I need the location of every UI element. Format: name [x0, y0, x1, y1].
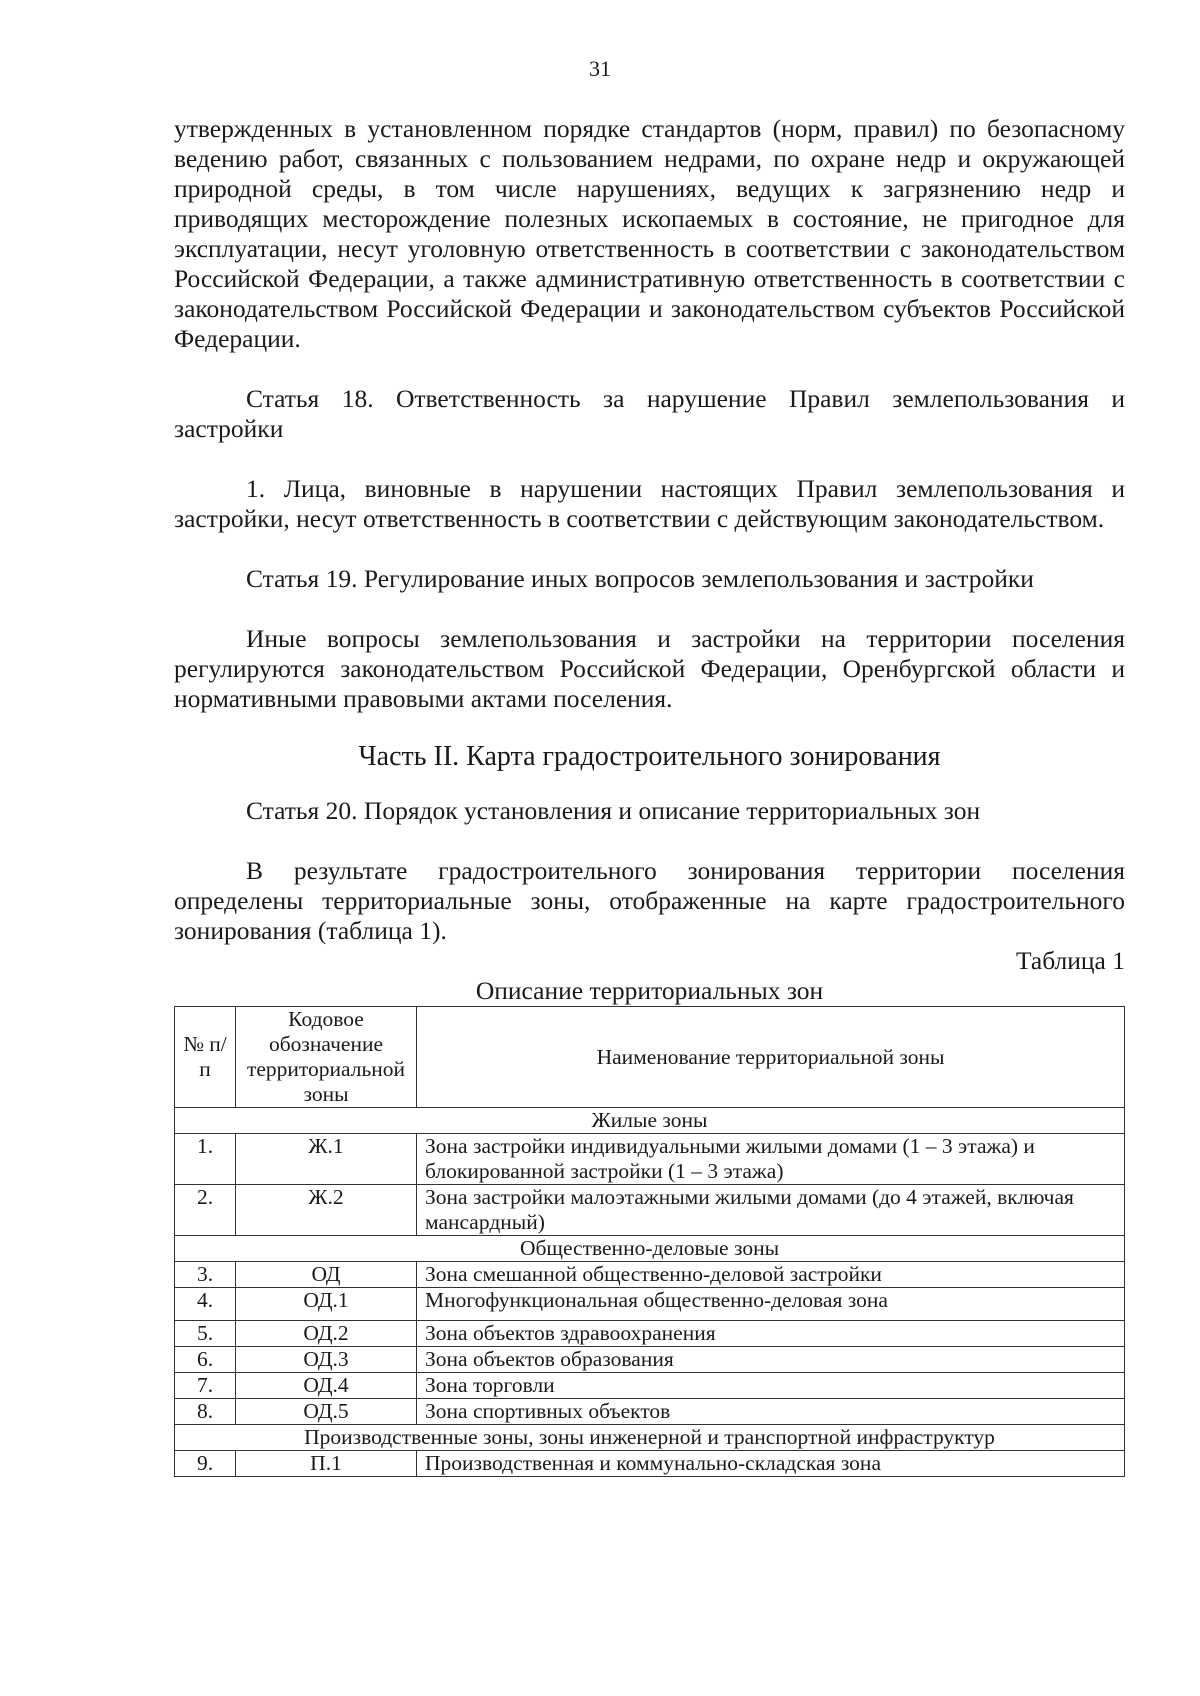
row-name: Зона застройки индивидуальными жилыми домами (1 – 3 этажа) и блокированной застройки (1 – 3 этажа): [417, 1134, 1125, 1185]
article-20-title: Статья 20. Порядок установления и описание территориальных зон: [246, 796, 981, 825]
row-num: 7.: [175, 1373, 236, 1399]
row-code: ОД.4: [236, 1373, 417, 1399]
row-code: ОД.2: [236, 1321, 417, 1347]
article-19-text: Иные вопросы землепользования и застройки на территории поселения регулируются законодательством Российской Федерации, Оренбургской области и нормативными правовыми актами поселения.: [174, 624, 1125, 713]
document-body: [174, 114, 1125, 1477]
table-label: Таблица 1: [1015, 946, 1125, 975]
header-code: Кодовое обозначение территориальной зоны: [236, 1007, 417, 1108]
row-name: Производственная и коммунально-складская зона: [417, 1451, 1125, 1477]
row-num: 9.: [175, 1451, 236, 1477]
row-name: Зона объектов здравоохранения: [417, 1321, 1125, 1347]
row-name: Зона объектов образования: [417, 1347, 1125, 1373]
table-row: [175, 1399, 1125, 1425]
article-20-text: В результате градостроительного зонирования территории поселения определены территориальные зоны, отображенные на карте градостроительного зонирования (таблица 1).: [174, 856, 1125, 945]
table-header-row: [175, 1007, 1125, 1108]
group-row: [175, 1425, 1125, 1451]
row-num: 1.: [175, 1134, 236, 1185]
row-code: П.1: [236, 1451, 417, 1477]
table-row: [175, 1288, 1125, 1321]
zones-table: [174, 1006, 1125, 1477]
article-18-title: Статья 18. Ответственность за нарушение Правил землепользования и застройки: [174, 384, 1125, 443]
row-num: 5.: [175, 1321, 236, 1347]
table-row: [175, 1262, 1125, 1288]
table-row: [175, 1321, 1125, 1347]
table-row: [175, 1451, 1125, 1477]
row-num: 3.: [175, 1262, 236, 1288]
article-19-title: Статья 19. Регулирование иных вопросов землепользования и застройки: [246, 564, 1034, 593]
group-residential: Жилые зоны: [175, 1108, 1125, 1134]
group-public: Общественно-деловые зоны: [175, 1236, 1125, 1262]
table-row: [175, 1373, 1125, 1399]
page-number: 31: [589, 56, 611, 81]
article-18-text: 1. Лица, виновные в нарушении настоящих Правил землепользования и застройки, несут ответственность в соответствии с действующим законодательством.: [174, 474, 1125, 533]
row-name: Зона смешанной общественно-деловой застройки: [417, 1262, 1125, 1288]
row-code: Ж.2: [236, 1185, 417, 1236]
table-caption: Описание территориальных зон: [475, 976, 824, 1005]
row-name: Многофункциональная общественно-деловая зона: [417, 1288, 1125, 1321]
row-num: 8.: [175, 1399, 236, 1425]
row-num: 4.: [175, 1288, 236, 1321]
row-num: 2.: [175, 1185, 236, 1236]
row-name: Зона торговли: [417, 1373, 1125, 1399]
row-name: Зона застройки малоэтажными жилыми домами (до 4 этажей, включая мансардный): [417, 1185, 1125, 1236]
table-row: [175, 1185, 1125, 1236]
row-code: ОД: [236, 1262, 417, 1288]
group-industrial: Производственные зоны, зоны инженерной и транспортной инфраструктур: [175, 1425, 1125, 1451]
header-num: № п/п: [175, 1007, 236, 1108]
part-2-title: Часть II. Карта градостроительного зонирования: [358, 741, 941, 772]
row-num: 6.: [175, 1347, 236, 1373]
row-name: Зона спортивных объектов: [417, 1399, 1125, 1425]
group-row: [175, 1108, 1125, 1134]
table-row: [175, 1347, 1125, 1373]
row-code: Ж.1: [236, 1134, 417, 1185]
paragraph-continuation: утвержденных в установленном порядке стандартов (норм, правил) по безопасному ведению работ, связанных с пользованием недрами, по охране недр и окружающей природной среды, в том числе нарушениях, ведущих к загрязнению недр и приводящих месторождение полезных ископаемых в состояние, не пригодное для эксплуатации, несут уголовную ответственность в соответствии с законодательством Российской Федерации, а также административную ответственность в соответствии с законодательством Российской Федерации и законодательством субъектов Российской Федерации.: [174, 114, 1125, 353]
header-name: Наименование территориальной зоны: [417, 1007, 1125, 1108]
row-code: ОД.5: [236, 1399, 417, 1425]
group-row: [175, 1236, 1125, 1262]
table-row: [175, 1134, 1125, 1185]
row-code: ОД.3: [236, 1347, 417, 1373]
row-code: ОД.1: [236, 1288, 417, 1321]
